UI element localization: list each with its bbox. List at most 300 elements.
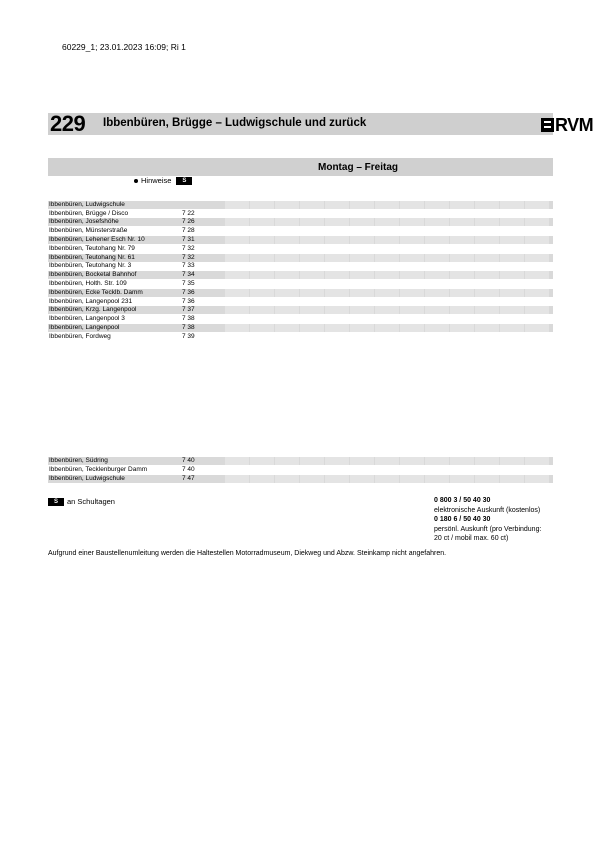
trip-cell [450, 218, 474, 226]
trip-cell [425, 201, 449, 209]
trip-cell [375, 333, 399, 341]
trip-cell [425, 457, 449, 465]
trip-cell [250, 333, 274, 341]
trip-cell [500, 227, 524, 235]
trip-cell [375, 271, 399, 279]
departure-time: 7 22 [182, 210, 195, 217]
trip-cell [325, 262, 349, 270]
trip-cell [350, 280, 374, 288]
trip-cells [225, 457, 553, 465]
trip-cell [300, 475, 324, 483]
trip-cell [325, 254, 349, 262]
stop-name: Ibbenbüren, Teutohang Nr. 61 [49, 254, 135, 261]
trip-cell [400, 210, 424, 218]
trip-cell [275, 306, 299, 314]
trip-cell [425, 324, 449, 332]
trip-cell [425, 306, 449, 314]
stop-name: Ibbenbüren, Tecklenburger Damm [49, 466, 148, 473]
trip-cell [325, 245, 349, 253]
trip-cell [425, 333, 449, 341]
trip-cell [350, 457, 374, 465]
trip-cell [425, 271, 449, 279]
trip-cell [250, 218, 274, 226]
trip-cell [400, 306, 424, 314]
trip-cell [475, 227, 499, 235]
trip-cell [350, 298, 374, 306]
trip-cell [350, 210, 374, 218]
trip-cell [525, 236, 549, 244]
trip-cell [475, 457, 499, 465]
trip-cells [225, 254, 553, 262]
stop-name: Ibbenbüren, Teutohang Nr. 79 [49, 245, 135, 252]
trip-cell [425, 466, 449, 474]
trip-cell [475, 236, 499, 244]
trip-cell [250, 271, 274, 279]
day-header-bar [48, 158, 553, 176]
departure-time: 7 36 [182, 289, 195, 296]
trip-cell [225, 466, 249, 474]
trip-cell [475, 245, 499, 253]
trip-cell [475, 475, 499, 483]
trip-cell [250, 262, 274, 270]
trip-cell [500, 254, 524, 262]
trip-cells [225, 289, 553, 297]
trip-cell [425, 227, 449, 235]
trip-cell [325, 280, 349, 288]
trip-cell [425, 218, 449, 226]
trip-cell [325, 201, 349, 209]
trip-cell [225, 236, 249, 244]
departure-time: 7 39 [182, 333, 195, 340]
departure-time: 7 40 [182, 457, 195, 464]
trip-cell [450, 262, 474, 270]
phone-personal: 0 180 6 / 50 40 30 [434, 516, 491, 523]
trip-cell [375, 315, 399, 323]
school-day-badge: S [48, 498, 64, 506]
trip-cell [225, 271, 249, 279]
trip-cell [500, 324, 524, 332]
stop-name: Ibbenbüren, Langenpool 231 [49, 298, 133, 305]
trip-cell [275, 457, 299, 465]
departure-time: 7 34 [182, 271, 195, 278]
trip-cell [450, 280, 474, 288]
table-row [48, 201, 553, 209]
table-row [48, 227, 553, 235]
trip-cell [350, 227, 374, 235]
trip-cells [225, 280, 553, 288]
trip-cell [425, 254, 449, 262]
departure-time: 7 38 [182, 315, 195, 322]
rvm-logo [541, 114, 596, 136]
departure-time: 7 40 [182, 466, 195, 473]
table-row [48, 324, 553, 332]
trip-cell [225, 201, 249, 209]
footnote-text: an Schultagen [67, 497, 115, 506]
trip-cell [525, 466, 549, 474]
trip-cell [500, 333, 524, 341]
trip-cell [475, 262, 499, 270]
table-row [48, 306, 553, 314]
trip-cell [400, 201, 424, 209]
trip-cell [525, 262, 549, 270]
trip-cell [375, 280, 399, 288]
trip-cell [400, 280, 424, 288]
trip-cell [375, 218, 399, 226]
trip-cell [250, 280, 274, 288]
stop-name: Ibbenbüren, Krzg. Langenpool [49, 306, 137, 313]
trip-cells [225, 306, 553, 314]
trip-cell [375, 466, 399, 474]
table-row [48, 466, 553, 474]
trip-cell [450, 475, 474, 483]
trip-cell [525, 271, 549, 279]
trip-cell [275, 298, 299, 306]
trip-cell [425, 315, 449, 323]
trip-cell [400, 315, 424, 323]
trip-cell [425, 475, 449, 483]
trip-cell [225, 245, 249, 253]
stop-name: Ibbenbüren, Langenpool [49, 324, 120, 331]
contact-info [434, 496, 584, 544]
stop-name: Ibbenbüren, Holth. Str. 109 [49, 280, 127, 287]
trip-cells [225, 236, 553, 244]
phone-electronic-desc: elektronische Auskunft (kostenlos) [434, 506, 541, 514]
trip-cell [400, 254, 424, 262]
trip-cell [350, 475, 374, 483]
trip-cell [250, 475, 274, 483]
trip-cell [400, 475, 424, 483]
trip-cell [400, 236, 424, 244]
trip-cell [450, 236, 474, 244]
trip-cell [250, 254, 274, 262]
trip-cell [300, 254, 324, 262]
trip-cell [450, 201, 474, 209]
trip-cell [350, 333, 374, 341]
trip-cell [325, 271, 349, 279]
trip-cell [475, 280, 499, 288]
trip-cell [500, 245, 524, 253]
trip-cell [375, 324, 399, 332]
trip-cell [450, 333, 474, 341]
trip-cell [325, 315, 349, 323]
trip-cell [325, 227, 349, 235]
trip-cell [300, 306, 324, 314]
trip-cell [275, 333, 299, 341]
trip-cells [225, 271, 553, 279]
trip-cell [275, 466, 299, 474]
table-row [48, 457, 553, 465]
trip-cell [300, 324, 324, 332]
trip-cells [225, 201, 553, 209]
trip-cell [400, 262, 424, 270]
trip-cell [525, 245, 549, 253]
trip-cell [300, 210, 324, 218]
table-row [48, 298, 553, 306]
trip-cell [450, 315, 474, 323]
trip-cell [350, 306, 374, 314]
trip-cell [325, 475, 349, 483]
trip-cell [275, 475, 299, 483]
trip-cell [300, 466, 324, 474]
trip-cell [325, 289, 349, 297]
trip-cell [250, 210, 274, 218]
trip-cell [300, 262, 324, 270]
trip-cell [525, 457, 549, 465]
trip-cell [225, 210, 249, 218]
construction-notice: Aufgrund einer Baustellenumleitung werden die Haltestellen Motorradmuseum, Diekweg und Abzw. Steinkamp nicht angefahren. [48, 550, 447, 557]
trip-cell [500, 210, 524, 218]
trip-cell [375, 245, 399, 253]
trip-cell [525, 280, 549, 288]
table-row [48, 315, 553, 323]
trip-cell [500, 457, 524, 465]
phone-electronic: 0 800 3 / 50 40 30 [434, 497, 491, 504]
trip-cell [475, 315, 499, 323]
trip-cell [525, 315, 549, 323]
trip-cell [275, 218, 299, 226]
trip-cell [250, 227, 274, 235]
trip-cell [375, 298, 399, 306]
trip-cell [350, 466, 374, 474]
table-row [48, 262, 553, 270]
trip-cell [275, 245, 299, 253]
trip-cell [275, 227, 299, 235]
departure-time: 7 32 [182, 245, 195, 252]
trip-cell [350, 315, 374, 323]
trip-cell [525, 333, 549, 341]
trip-cell [525, 227, 549, 235]
trip-cell [450, 466, 474, 474]
trip-cell [475, 254, 499, 262]
trip-cell [275, 254, 299, 262]
trip-cell [500, 315, 524, 323]
trip-cell [275, 236, 299, 244]
trip-cell [475, 201, 499, 209]
trip-cell [425, 236, 449, 244]
phone-personal-desc: persönl. Auskunft (pro Verbindung: [434, 525, 542, 533]
trip-cell [400, 289, 424, 297]
trip-cell [525, 210, 549, 218]
route-number: 229 [50, 111, 86, 136]
trip-cell [400, 227, 424, 235]
trip-cell [425, 210, 449, 218]
trip-cell [275, 210, 299, 218]
trip-cell [450, 457, 474, 465]
trip-cell [225, 280, 249, 288]
trip-cell [225, 306, 249, 314]
trip-cell [400, 457, 424, 465]
trip-cell [375, 457, 399, 465]
trip-cell [300, 245, 324, 253]
trip-cell [475, 218, 499, 226]
table-row [48, 333, 553, 341]
trip-cell [525, 298, 549, 306]
trip-cell [475, 324, 499, 332]
day-label: Montag – Freitag [318, 162, 399, 173]
trip-cell [525, 218, 549, 226]
trip-cell [375, 236, 399, 244]
trip-cell [400, 466, 424, 474]
logo-text: RVM [555, 115, 594, 135]
stop-name: Ibbenbüren, Ludwigschule [49, 475, 125, 482]
trip-cell [275, 289, 299, 297]
trip-cells [225, 475, 553, 483]
trip-cell [300, 457, 324, 465]
trip-cell [350, 236, 374, 244]
trip-cell [225, 298, 249, 306]
departure-time: 7 36 [182, 298, 195, 305]
trip-cells [225, 298, 553, 306]
departure-time: 7 32 [182, 254, 195, 261]
trip-cell [325, 324, 349, 332]
table-row [48, 210, 553, 218]
departure-time: 7 38 [182, 324, 195, 331]
trip-cells [225, 218, 553, 226]
trip-cell [325, 298, 349, 306]
table-row [48, 254, 553, 262]
trip-cell [300, 280, 324, 288]
trip-cell [300, 227, 324, 235]
trip-cell [475, 210, 499, 218]
trip-cells [225, 227, 553, 235]
trip-cell [500, 306, 524, 314]
stop-name: Ibbenbüren, Südring [49, 457, 108, 464]
hinweise-label: Hinweise [141, 176, 172, 185]
trip-cell [225, 262, 249, 270]
trip-cell [275, 280, 299, 288]
stop-name: Ibbenbüren, Münsterstraße [49, 227, 128, 234]
trip-cell [375, 201, 399, 209]
trip-cell [375, 254, 399, 262]
trip-cell [250, 324, 274, 332]
trip-cell [275, 262, 299, 270]
trip-cell [325, 236, 349, 244]
trip-cell [250, 201, 274, 209]
trip-cell [300, 201, 324, 209]
stop-name: Ibbenbüren, Josefshöhe [49, 218, 119, 225]
trip-cell [500, 262, 524, 270]
trip-cell [275, 315, 299, 323]
trip-cell [400, 218, 424, 226]
departure-time: 7 35 [182, 280, 195, 287]
footnote [48, 497, 115, 506]
trip-cell [450, 210, 474, 218]
trip-cell [425, 298, 449, 306]
trip-cell [375, 289, 399, 297]
trip-cell [325, 306, 349, 314]
trip-cell [300, 271, 324, 279]
trip-cell [225, 227, 249, 235]
trip-cell [300, 298, 324, 306]
stop-name: Ibbenbüren, Fordweg [49, 333, 111, 340]
trip-cells [225, 315, 553, 323]
table-row [48, 218, 553, 226]
table-row [48, 271, 553, 279]
departure-time: 7 26 [182, 218, 195, 225]
trip-cell [250, 245, 274, 253]
trip-cell [225, 333, 249, 341]
departure-time: 7 33 [182, 262, 195, 269]
trip-cell [225, 324, 249, 332]
trip-cell [450, 306, 474, 314]
trip-cell [450, 324, 474, 332]
trip-cell [375, 306, 399, 314]
trip-cell [525, 254, 549, 262]
table-row [48, 245, 553, 253]
trip-cell [525, 324, 549, 332]
trip-cell [475, 466, 499, 474]
trip-cell [375, 262, 399, 270]
trip-cell [500, 475, 524, 483]
trip-cell [450, 271, 474, 279]
trip-cell [225, 457, 249, 465]
table-row [48, 289, 553, 297]
trip-cell [375, 475, 399, 483]
departure-time: 7 47 [182, 475, 195, 482]
trip-cells [225, 466, 553, 474]
phone-personal-price: 20 ct / mobil max. 60 ct) [434, 535, 509, 542]
trip-cell [350, 201, 374, 209]
trip-cell [375, 210, 399, 218]
trip-cell [450, 245, 474, 253]
trip-cell [300, 289, 324, 297]
trip-cell [225, 254, 249, 262]
table-row [48, 236, 553, 244]
trip-cell [350, 324, 374, 332]
trip-cell [400, 271, 424, 279]
trip-cells [225, 333, 553, 341]
trip-cell [475, 306, 499, 314]
trip-cell [325, 218, 349, 226]
trip-cell [250, 236, 274, 244]
trip-cell [500, 280, 524, 288]
trip-cell [400, 333, 424, 341]
trip-cells [225, 245, 553, 253]
trip-cell [425, 262, 449, 270]
departure-time: 7 28 [182, 227, 195, 234]
trip-cell [350, 289, 374, 297]
trip-cell [500, 201, 524, 209]
trip-cell [250, 457, 274, 465]
trip-cell [525, 289, 549, 297]
trip-cell [350, 271, 374, 279]
trip-cell [300, 333, 324, 341]
trip-cell [225, 289, 249, 297]
bullet-icon [134, 179, 138, 183]
trip-cell [325, 333, 349, 341]
trip-cells [225, 324, 553, 332]
trip-cell [300, 218, 324, 226]
trip-cell [475, 271, 499, 279]
school-day-badge: S [176, 177, 192, 185]
stop-name: Ibbenbüren, Ludwigschule [49, 201, 125, 208]
trip-cell [400, 324, 424, 332]
trip-cell [525, 475, 549, 483]
stop-name: Ibbenbüren, Bocketal Bahnhof [49, 271, 137, 278]
trip-cell [325, 466, 349, 474]
trip-cell [500, 298, 524, 306]
trip-cell [375, 227, 399, 235]
trip-cell [300, 236, 324, 244]
hinweise-legend [134, 176, 192, 185]
departure-time: 7 37 [182, 306, 195, 313]
table-row [48, 475, 553, 483]
trip-cells [225, 262, 553, 270]
trip-cell [425, 245, 449, 253]
trip-cell [425, 289, 449, 297]
stop-name: Ibbenbüren, Lehener Esch Nr. 10 [49, 236, 145, 243]
trip-cell [450, 298, 474, 306]
